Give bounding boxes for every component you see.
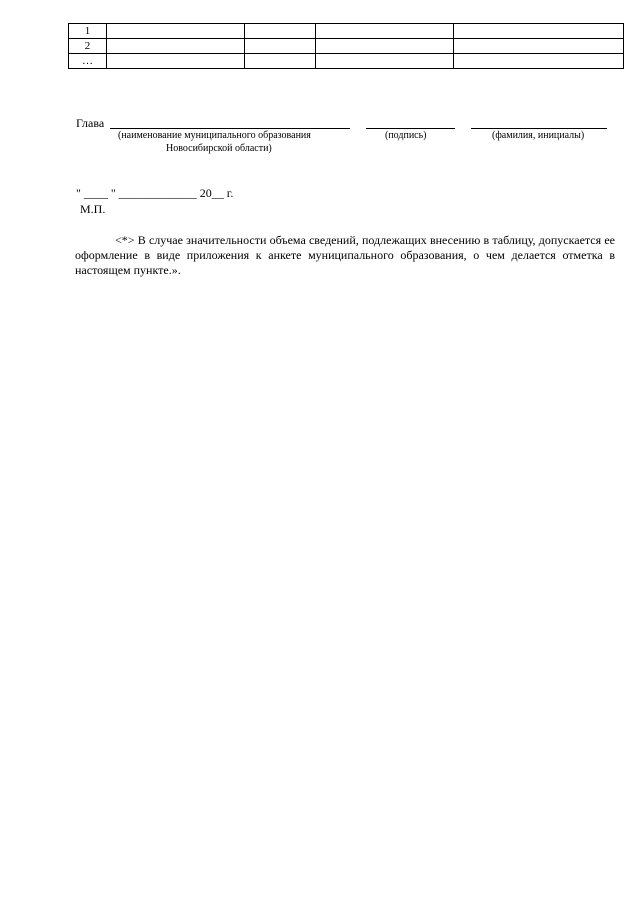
table-cell: [107, 24, 245, 39]
org-caption-line1: (наименование муниципального образования: [118, 130, 311, 141]
row-number-cell: 2: [69, 39, 107, 54]
table-cell: [316, 24, 454, 39]
table-cell: [245, 39, 316, 54]
table-row: [69, 39, 624, 54]
org-caption-line2: Новосибирской области): [166, 143, 272, 154]
signature-line: [366, 128, 455, 129]
table-cell: [245, 54, 316, 69]
footnote: <*> В случае значительности объема сведений, подлежащих внесению в таблицу, допускается ее оформление в виде приложения к анкете муниципального образования, о чем делается отметка в настоящем пункте.».: [75, 233, 615, 277]
date-line: " ____ " _____________ 20__ г.: [76, 186, 234, 200]
row-number-cell: …: [69, 54, 107, 69]
table-row: [69, 54, 624, 69]
table-cell: [454, 54, 624, 69]
table-row: [69, 24, 624, 39]
table-cell: [316, 54, 454, 69]
signature-caption: (подпись): [385, 130, 427, 141]
row-number-cell: 1: [69, 24, 107, 39]
stamp-label: М.П.: [80, 202, 106, 216]
table-cell: [454, 24, 624, 39]
head-label: Глава: [76, 116, 105, 130]
table-cell: [454, 39, 624, 54]
name-line: [471, 128, 607, 129]
name-caption: (фамилия, инициалы): [492, 130, 585, 141]
org-name-line: [110, 128, 350, 129]
table-cell: [316, 39, 454, 54]
data-table: [68, 23, 624, 69]
table-cell: [245, 24, 316, 39]
table-cell: [107, 39, 245, 54]
table-cell: [107, 54, 245, 69]
